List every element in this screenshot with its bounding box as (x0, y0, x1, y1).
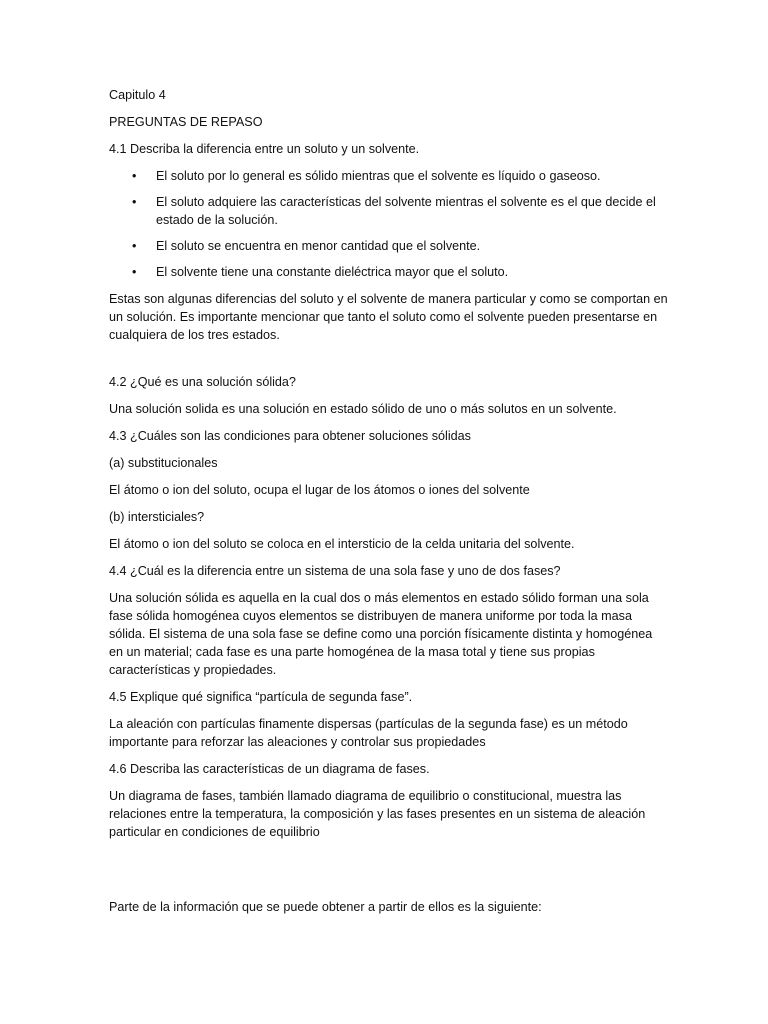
question-4-3: 4.3 ¿Cuáles son las condiciones para obtener soluciones sólidas (109, 429, 471, 443)
answer-4-3-part-a: El átomo o ion del soluto, ocupa el lugar de los átomos o iones del solvente (109, 483, 530, 497)
question-4-1: 4.1 Describa la diferencia entre un soluto y un solvente. (109, 142, 420, 156)
question-4-3-part-a: (a) substitucionales (109, 456, 218, 470)
chapter-title: Capitulo 4 (109, 88, 166, 102)
answer-4-3-part-b: El átomo o ion del soluto se coloca en el intersticio de la celda unitaria del solvente. (109, 537, 575, 551)
answer-4-5: La aleación con partículas finamente dispersas (partículas de la segunda fase) es un método importante para reforzar las aleaciones y controlar sus propiedades (109, 717, 628, 749)
list-item (109, 263, 669, 281)
list-item-text: El solvente tiene una constante dieléctrica mayor que el soluto. (156, 265, 509, 279)
section-heading: PREGUNTAS DE REPASO (109, 115, 263, 129)
list-item-text: El soluto por lo general es sólido mientras que el solvente es líquido o gaseoso. (156, 169, 601, 183)
bullet-icon: • (132, 265, 137, 279)
question-4-4: 4.4 ¿Cuál es la diferencia entre un sistema de una sola fase y uno de dos fases? (109, 564, 561, 578)
list-item (109, 237, 669, 255)
bullet-icon: • (132, 239, 137, 253)
answer-4-4: Una solución sólida es aquella en la cual dos o más elementos en estado sólido forman una sola fase sólida homogénea cuyos elementos se distribuyen de manera uniforme por toda la masa sólida. El sistema de una sola fase se define como una porción físicamente distinta y homogénea en un material; cada fase es una parte homogénea de la masa total y tiene sus propias características y propiedades. (109, 591, 653, 677)
answer-4-6: Un diagrama de fases, también llamado diagrama de equilibrio o constitucional, muestra las relaciones entre la temperatura, la composición y las fases presentes en un sistema de aleación particular en condiciones de equilibrio (109, 789, 646, 839)
bullet-icon: • (132, 169, 137, 183)
answer-4-2: Una solución solida es una solución en estado sólido de uno o más solutos en un solvente. (109, 402, 617, 416)
question-4-3-part-b: (b) intersticiales? (109, 510, 205, 524)
question-4-2: 4.2 ¿Qué es una solución sólida? (109, 375, 296, 389)
document-page (109, 86, 669, 925)
answer-4-1-summary: Estas son algunas diferencias del soluto y el solvente de manera particular y como se comportan en un solución. Es importante mencionar que tanto el soluto como el solvente pueden presentarse en cualquiera de los tres estados. (109, 292, 668, 342)
question-4-6: 4.6 Describa las características de un diagrama de fases. (109, 762, 430, 776)
list-item (109, 167, 669, 185)
spacer (109, 850, 669, 898)
list-item-text: El soluto se encuentra en menor cantidad que el solvente. (156, 239, 481, 253)
question-4-5: 4.5 Explique qué significa “partícula de segunda fase”. (109, 690, 413, 704)
closing-paragraph: Parte de la información que se puede obtener a partir de ellos es la siguiente: (109, 900, 542, 914)
list-item (109, 193, 669, 229)
spacer (109, 353, 669, 373)
list-item-text: El soluto adquiere las características del solvente mientras el solvente es el que decide el estado de la solución. (156, 195, 656, 227)
bullet-icon: • (132, 195, 137, 209)
answer-4-1-list (109, 167, 669, 281)
